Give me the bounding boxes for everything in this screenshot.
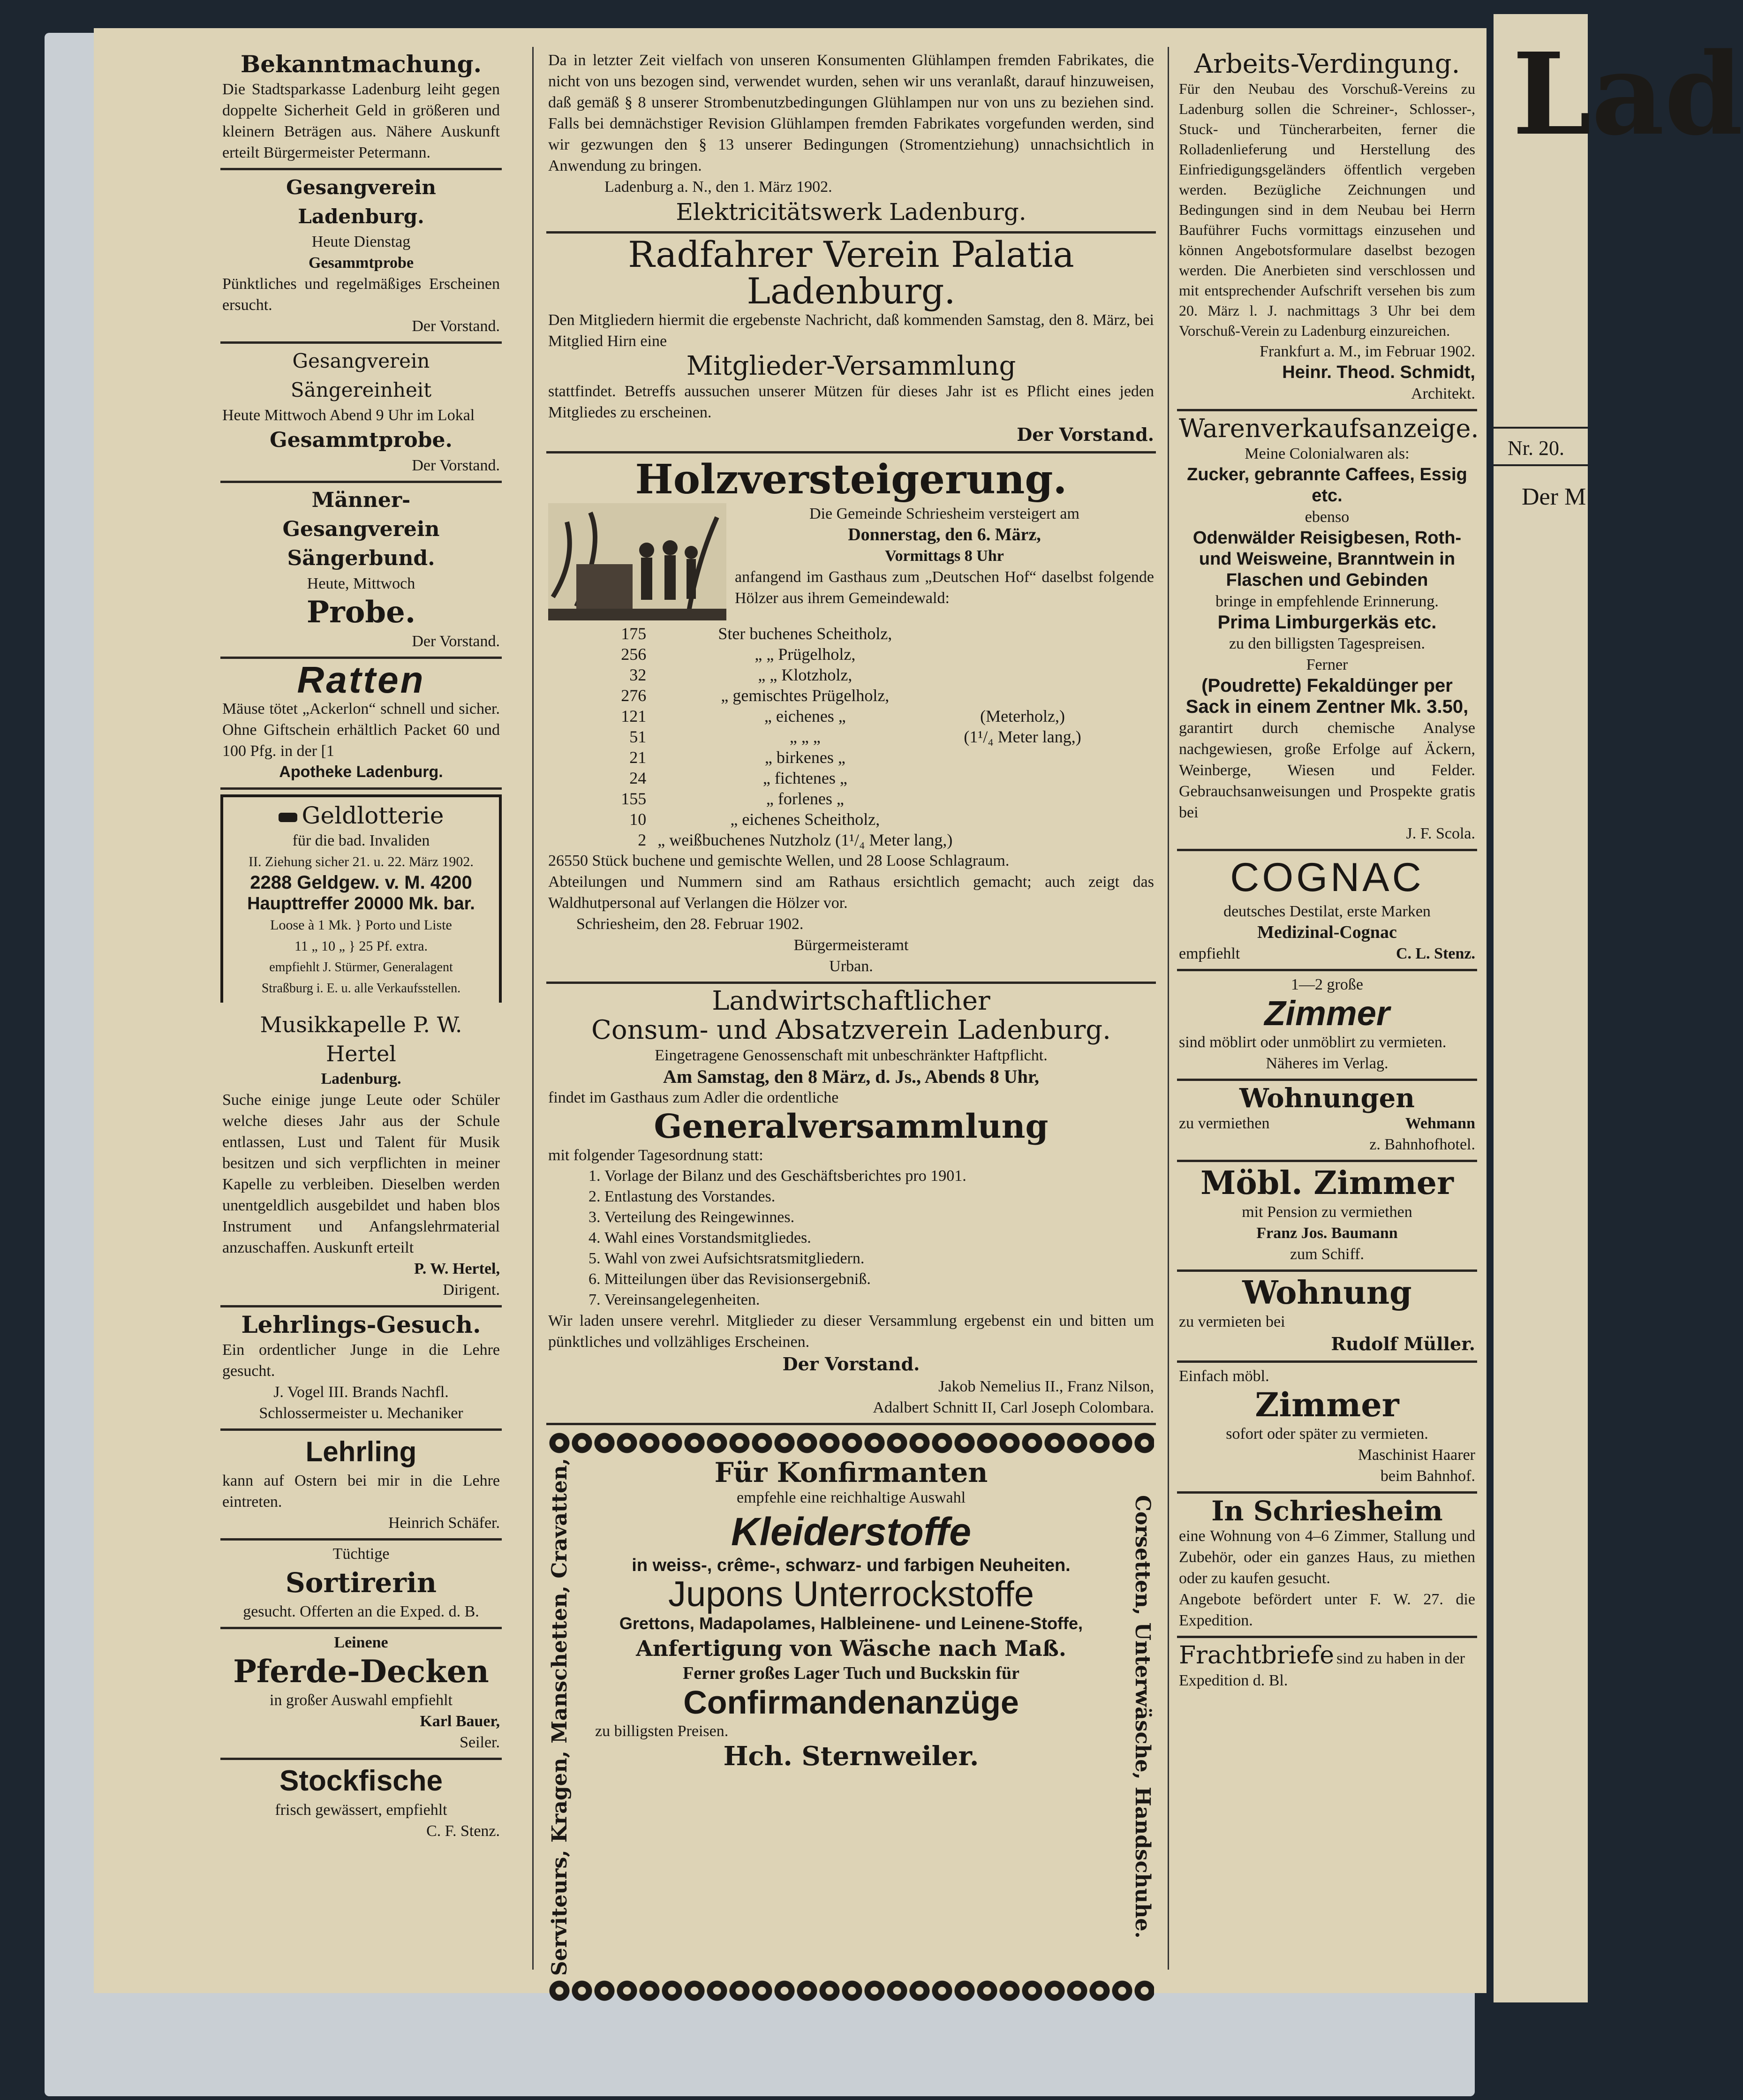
ad-side-text: Corsetten, Unterwäsche, Handschuhe. xyxy=(1131,1495,1154,1939)
rule xyxy=(1494,464,1588,466)
column-divider xyxy=(1168,47,1169,1970)
ad-title: Ratten xyxy=(297,659,425,701)
ad-body: Abteilungen und Nummern sind am Rathaus ersichtlich gemacht; auch zeigt das Waldhutpersonal auf Verlangen die Hölzer vor. xyxy=(548,873,1154,912)
ad-signature: J. F. Scola. xyxy=(1406,825,1475,842)
ad-heading: Mitglieder-Versammlung xyxy=(686,351,1016,381)
ornament-border xyxy=(548,1432,1154,1454)
ad-consumverein xyxy=(546,984,1156,1425)
ad-signature: Maschinist Haarer xyxy=(1358,1446,1475,1464)
wood-list-row xyxy=(615,768,1087,788)
wood-list-cell xyxy=(958,830,1087,850)
ad-title: Zimmer xyxy=(1264,994,1390,1033)
ad-title: Gesangverein Ladenburg. xyxy=(286,176,436,228)
wood-list-cell: „ forlenes „ xyxy=(766,789,844,808)
ad-text: Eingetragene Genossenschaft mit unbeschränkter Haftpflicht. xyxy=(655,1047,1048,1064)
wood-list-cell: (1¹/₄ Meter lang,) xyxy=(964,727,1081,746)
ad-musikkapelle xyxy=(220,1007,502,1307)
ad-body: Für den Neubau des Vorschuß-Vereins zu Ladenburg sollen die Schreiner-, Schlosser-, Stuck- und Tüncherarbeiten, ferner die Rolladenlieferung und Herstellung des Einfriedigungsgeländers öffentlich vergeben werden. Bezügliche Zeichnungen und Bedingungen sind in dem Neubau bei Herrn Bauführer Fuchs vormittags einzusehen und können Angebotsformulare daselbst bezogen werden. Die Anerbieten sind verschlossen und mit entsprechender Aufschrift versehen bis zum 20. März l. J. nachmittags 3 Uhr bei dem Vorschuß-Verein zu Ladenburg einzureichen. xyxy=(1179,80,1475,339)
wood-list-row xyxy=(615,706,1087,726)
ad-body: 26550 Stück buchene und gemischte Wellen, und 28 Loose Schlagraum. xyxy=(548,852,1010,869)
ad-body: Die Stadtsparkasse Ladenburg leiht gegen doppelte Sicherheit Geld in größeren und kleinern Beträgen aus. Nähere Auskunft erteilt Bürgermeister Petermann. xyxy=(222,81,500,161)
ad-pferdedecken xyxy=(220,1629,502,1760)
ad-signature: z. Bahnhofhotel. xyxy=(1369,1136,1475,1153)
column-divider xyxy=(532,47,534,1970)
ad-signature: Bürgermeisteramt xyxy=(793,937,909,954)
wood-list-row xyxy=(615,665,1087,685)
agenda-item: 2. Entlastung des Vorstandes. xyxy=(604,1186,1154,1207)
ad-title: In Schriesheim xyxy=(1211,1495,1443,1527)
ad-text: Prima Limburgerkäs etc. xyxy=(1217,612,1437,633)
ad-title: Zimmer xyxy=(1255,1385,1399,1424)
ad-date: Donnerstag, den 6. März, xyxy=(848,525,1041,544)
ad-time: Vormittags 8 Uhr xyxy=(885,547,1004,565)
wood-list-row xyxy=(615,644,1087,665)
next-page-heading: Der M xyxy=(1522,483,1586,510)
ad-text: Medizinal-Cognac xyxy=(1257,922,1397,942)
ad-text: Die Gemeinde Schriesheim versteigert am xyxy=(809,505,1079,522)
ad-body: garantirt durch chemische Analyse nachgewiesen, große Erfolge auf Äckern, Weinberge, Wiesen und Felder. Gebrauchsanweisungen und Prospekte gratis bei xyxy=(1179,719,1475,821)
ad-holzversteigerung xyxy=(546,453,1156,984)
ad-body: anfangend im Gasthaus zum „Deutschen Hof“ daselbst folgende Hölzer aus ihrem Gemeindewald: xyxy=(735,568,1154,607)
wood-list-cell: 32 xyxy=(629,665,647,684)
ad-signature: J. Vogel III. Brands Nachfl. xyxy=(273,1383,449,1401)
ad-date: Am Samstag, den 8 März, d. Js., Abends 8 Uhr, xyxy=(663,1066,1039,1087)
ad-text: Tüchtige xyxy=(332,1545,390,1563)
masthead-fragment: Lad xyxy=(1512,28,1743,160)
ad-text: zu billigsten Preisen. xyxy=(595,1722,729,1740)
agenda-item: 7. Vereinsangelegenheiten. xyxy=(604,1290,1154,1310)
ad-signature: C. F. Stenz. xyxy=(426,1822,500,1840)
ad-signature: C. L. Stenz. xyxy=(1396,945,1475,962)
wood-list-row xyxy=(615,726,1087,747)
agenda-item: 4. Wahl eines Vorstandsmitgliedes. xyxy=(604,1228,1154,1248)
agenda-list xyxy=(604,1166,1154,1310)
ad-signature: Der Vorstand. xyxy=(412,457,500,474)
ad-title: Pferde-Decken xyxy=(233,1653,489,1690)
wood-list-cell xyxy=(958,665,1087,685)
ad-title: Wohnung xyxy=(1242,1274,1412,1312)
wood-list-cell: 10 xyxy=(629,810,647,829)
ad-title: Lehrling xyxy=(305,1436,417,1467)
ad-text: empfehle eine reichhaltige Auswahl xyxy=(736,1489,966,1506)
ad-body: gesucht. Offerten an die Exped. d. B. xyxy=(243,1603,479,1620)
ad-saengerbund xyxy=(220,483,502,659)
ad-place: Frankfurt a. M., im Februar 1902. xyxy=(1260,343,1475,360)
ad-saengereinheit xyxy=(220,344,502,483)
ad-heading: Kleiderstoffe xyxy=(731,1510,971,1554)
wood-list-cell: Ster buchenes Scheitholz, xyxy=(718,624,892,643)
wood-list-row xyxy=(615,788,1087,809)
ad-body: eine Wohnung von 4–6 Zimmer, Stallung und Zubehör, oder ein ganzes Haus, zu miethen oder zu kaufen gesucht. xyxy=(1179,1527,1475,1587)
ad-text: ebenso xyxy=(1305,508,1350,526)
ad-signature: Dirigent. xyxy=(443,1281,500,1299)
ad-names: Adalbert Schnitt II, Carl Joseph Colombara. xyxy=(873,1399,1154,1416)
wood-list-row xyxy=(615,747,1087,768)
ad-text: mit Pension zu vermiethen xyxy=(1242,1203,1412,1221)
ad-schriesheim xyxy=(1177,1494,1477,1638)
ad-text: in weiss-, crême-, schwarz- und farbigen Neuheiten. xyxy=(632,1556,1071,1575)
ad-title: Sortirerin xyxy=(285,1567,437,1599)
ad-title: Arbeits-Verdingung. xyxy=(1194,49,1460,79)
ad-signature: Heinr. Theod. Schmidt, xyxy=(1282,363,1475,382)
wood-list-cell: 51 xyxy=(629,727,647,746)
wood-list-cell: „ eichenes Scheitholz, xyxy=(730,810,880,829)
ad-signature: Wehmann xyxy=(1405,1115,1475,1132)
ad-arbeits-verdingung xyxy=(1177,47,1477,411)
wood-list-row xyxy=(615,809,1087,830)
wood-list-cell: 155 xyxy=(621,789,647,808)
ad-text: II. Ziehung sicher 21. u. 22. März 1902. xyxy=(249,854,474,869)
ad-signature: Urban. xyxy=(829,958,873,975)
ad-text: Loose à 1 Mk. } Porto und Liste xyxy=(270,917,452,933)
ad-frachtbriefe xyxy=(1177,1638,1477,1696)
ad-text: Heute Dienstag xyxy=(311,233,411,250)
ad-konfirmanten xyxy=(546,1425,1156,2010)
woodcut-illustration xyxy=(548,503,726,620)
wood-list-cell xyxy=(958,747,1087,768)
ad-title: Für Konfirmanten xyxy=(714,1457,988,1488)
ad-text: zu den billigsten Tagespreisen. xyxy=(1229,635,1426,652)
ad-signature: Der Vorstand. xyxy=(412,633,500,650)
notice-body: Da in letzter Zeit vielfach von unseren Konsumenten Glühlampen fremden Fabrikates, die nicht von uns bezogen sind, verwendet wurden, sehen wir uns veranlaßt, darauf hinzuweisen, daß gemäß § 8 unserer Strombenutzbedingungen Glühlampen nur von uns zu beziehen sind. Falls bei demnächstiger Revision Glühlampen fremden Fabrikates vorgefunden werden, sind wir gezwungen den § 13 unserer Bedingungen (Stromentziehung) unnachsichtlich in Anwendung zu bringen. xyxy=(548,52,1154,174)
pointing-hand-icon xyxy=(279,813,297,822)
ad-text: empfiehlt xyxy=(1179,945,1240,962)
middle-column xyxy=(546,47,1156,2010)
ad-body: Wir laden unsere verehrl. Mitglieder zu dieser Versammlung ergebenst ein und bitten um pünktliches und vollzähliges Erscheinen. xyxy=(548,1312,1154,1351)
ad-heading: Generalversammlung xyxy=(654,1107,1049,1146)
wood-list-cell: „ weißbuchenes Nutzholz (1¹/₄ Meter lang,) xyxy=(657,831,953,849)
ad-title: Musikkapelle P. W. Hertel xyxy=(260,1012,462,1066)
ad-text: Einfach möbl. xyxy=(1179,1367,1269,1385)
wood-list-cell: 121 xyxy=(621,707,647,725)
wood-list-cell: (Meterholz,) xyxy=(980,707,1065,725)
ad-signature: Franz Jos. Baumann xyxy=(1256,1224,1398,1242)
ad-body: Pünktliches und regelmäßiges Erscheinen ersucht. xyxy=(222,275,500,314)
ad-text: zu vermieten bei xyxy=(1179,1313,1285,1330)
wood-list-row xyxy=(615,623,1087,644)
wood-list-row xyxy=(615,830,1087,850)
ad-title: Warenverkaufsanzeige. xyxy=(1179,414,1479,443)
ad-body: frisch gewässert, empfiehlt xyxy=(275,1801,447,1819)
ad-stockfische xyxy=(220,1760,502,1846)
wood-list-cell: „ „ „ xyxy=(789,727,821,746)
ad-title: Gesangverein Sängerbund. xyxy=(282,517,440,570)
ad-signature: Seiler. xyxy=(460,1734,500,1751)
ad-body: in großer Auswahl empfiehlt xyxy=(270,1692,453,1709)
ad-title: Bekanntmachung. xyxy=(240,50,482,78)
ad-heading: Gesammtprobe. xyxy=(270,428,453,452)
ad-lehrling xyxy=(220,1431,502,1541)
wood-list-cell: 256 xyxy=(621,645,647,664)
wood-list-cell: 24 xyxy=(629,769,647,787)
ad-text: sofort oder später zu vermieten. xyxy=(1226,1425,1428,1443)
ad-title: Landwirtschaftlicher xyxy=(712,986,990,1016)
ad-text: Ladenburg. xyxy=(321,1070,401,1088)
ad-text: Heute, Mittwoch xyxy=(307,575,415,592)
ad-signature: Architekt. xyxy=(1411,385,1475,402)
ad-wohnung xyxy=(1177,1272,1477,1363)
ad-text: Zucker, gebrannte Caffees, Essig etc. xyxy=(1187,465,1467,506)
right-column xyxy=(1177,47,1477,1696)
ad-signature: Rudolf Müller. xyxy=(1331,1333,1475,1354)
ad-signature: Der Vorstand. xyxy=(782,1353,920,1375)
ad-text: Gesammtprobe xyxy=(308,254,414,272)
wood-list-cell: „ eichenes „ xyxy=(764,707,846,725)
ad-signature: Der Vorstand. xyxy=(412,317,500,335)
wood-list-cell: 2 xyxy=(638,831,647,849)
ad-place: Schriesheim, den 28. Februar 1902. xyxy=(576,915,804,933)
wood-list-cell xyxy=(958,623,1087,644)
ad-signature: P. W. Hertel, xyxy=(414,1260,500,1277)
ad-text: empfiehlt J. Stürmer, Generalagent xyxy=(269,960,453,974)
ad-body: Angebote befördert unter F. W. 27. die Expedition. xyxy=(1179,1591,1475,1629)
ad-text: bringe in empfehlende Erinnerung. xyxy=(1215,593,1439,610)
ad-gesangverein-ladenburg xyxy=(220,170,502,344)
ad-body: sind möblirt oder unmöblirt zu vermieten. xyxy=(1179,1034,1447,1051)
ad-heading: Jupons Unterrockstoffe xyxy=(668,1574,1034,1614)
ad-text: Meine Colonialwaren als: xyxy=(1245,445,1410,462)
ad-text: (Poudrette) Fekaldünger per Sack in einem Zentner Mk. 3.50, xyxy=(1185,675,1469,717)
ad-title: Männer- xyxy=(311,488,411,512)
ad-names: Jakob Nemelius II., Franz Nilson, xyxy=(938,1378,1154,1395)
ad-body: Mäuse tötet „Ackerlon“ schnell und sicher. Ohne Giftschein erhältlich Packet 60 und 100 Pfg. in der [1 xyxy=(222,700,500,760)
ad-text: 1—2 große xyxy=(1291,976,1363,993)
ad-body: Ein ordentlicher Junge in die Lehre gesucht. xyxy=(222,1341,500,1380)
ad-text: Ferner xyxy=(1306,656,1348,673)
ad-warenverkauf xyxy=(1177,411,1477,851)
agenda-item: 6. Mitteilungen über das Revisionsergebniß. xyxy=(604,1269,1154,1290)
ad-text: Grettons, Madapolames, Halbleinene- und Leinene-Stoffe, xyxy=(619,1614,1083,1633)
wood-list-cell: 276 xyxy=(621,686,647,705)
ad-geldlotterie xyxy=(220,794,502,1003)
ad-title: Möbl. Zimmer xyxy=(1200,1164,1454,1202)
ad-side-text: Serviteurs, Kragen, Manschetten, Cravatten, xyxy=(548,1458,572,1976)
ad-body: Heute Mittwoch Abend 9 Uhr im Lokal xyxy=(222,407,475,424)
wood-list-cell: „ birkenes „ xyxy=(764,748,845,767)
wood-list-cell: 175 xyxy=(621,624,647,643)
ornament-border xyxy=(548,1979,1154,2002)
ad-body: Den Mitgliedern hiermit die ergebenste Nachricht, daß kommenden Samstag, den 8. März, bei Mitglied Hirn eine xyxy=(548,311,1154,350)
wood-list xyxy=(615,623,1087,850)
wood-list-row xyxy=(615,685,1087,706)
rule xyxy=(1494,427,1588,429)
agenda-item: 5. Wahl von zwei Aufsichtsratsmitgliedern. xyxy=(604,1248,1154,1269)
ad-title: Wohnungen xyxy=(1239,1083,1415,1114)
issue-number: Nr. 20. xyxy=(1508,437,1564,460)
ad-body: kann auf Ostern bei mir in die Lehre eintreten. xyxy=(222,1472,500,1511)
ad-text: Leinene xyxy=(334,1634,388,1651)
ad-text: mit folgender Tagesordnung statt: xyxy=(548,1147,763,1164)
ad-text: 11 „ 10 „ } 25 Pf. extra. xyxy=(294,938,428,954)
ad-text: Näheres im Verlag. xyxy=(1266,1055,1388,1072)
notice-signature: Elektricitätswerk Ladenburg. xyxy=(676,198,1026,226)
ad-text: für die bad. Invaliden xyxy=(292,832,430,849)
ad-text: Odenwälder Reisigbesen, Roth- und Weisweine, Branntwein in Flaschen und Gebinden xyxy=(1192,528,1462,590)
ad-title: Lehrlings-Gesuch. xyxy=(241,1311,481,1338)
ad-radfahrer-verein xyxy=(546,234,1156,453)
wood-list-cell xyxy=(958,788,1087,809)
ad-text: Anfertigung von Wäsche nach Maß. xyxy=(636,1636,1066,1661)
ad-wohnungen xyxy=(1177,1081,1477,1162)
wood-list-cell xyxy=(958,685,1087,706)
ad-bekanntmachung xyxy=(220,47,502,170)
ad-title: Consum- und Absatzverein Ladenburg. xyxy=(591,1015,1111,1045)
wood-list-cell: „ „ Klotzholz, xyxy=(758,665,853,684)
ad-ratten xyxy=(220,659,502,790)
ad-signature: Schlossermeister u. Mechaniker xyxy=(259,1405,463,1422)
ad-heading: Probe. xyxy=(306,595,416,630)
ad-text: findet im Gasthaus zum Adler die ordentliche xyxy=(548,1089,839,1106)
wood-list-cell xyxy=(958,768,1087,788)
ad-signature: beim Bahnhof. xyxy=(1380,1467,1475,1485)
next-page-edge xyxy=(1494,14,1743,2002)
ad-text: Straßburg i. E. u. alle Verkaufsstellen. xyxy=(261,981,461,996)
ad-text: zu vermiethen xyxy=(1179,1115,1270,1132)
ad-heading: Confirmandenanzüge xyxy=(683,1684,1019,1721)
ad-cognac xyxy=(1177,851,1477,971)
ad-shop: Apotheke Ladenburg. xyxy=(279,763,443,781)
wood-list-cell: „ „ Prügelholz, xyxy=(755,645,856,664)
ad-einfach-zimmer xyxy=(1177,1363,1477,1494)
wood-list-cell xyxy=(958,809,1087,830)
ad-signature: zum Schiff. xyxy=(1290,1246,1364,1263)
left-column xyxy=(220,47,502,1846)
ad-title: Frachtbriefe xyxy=(1179,1641,1335,1669)
ad-title: Holzversteigerung. xyxy=(635,456,1067,503)
ad-body: Suche einige junge Leute oder Schüler welche dieses Jahr aus der Schule entlassen, Lust und Talent für Musik besitzen und sich verpflichten in meiner Kapelle zu verbleiben. Dieselben werden unentgeldlich ausgebildet und haben blos Instrument und Anfangslehrmaterial anzuschaffen. Auskunft erteilt xyxy=(222,1091,500,1256)
ad-signature: Heinrich Schäfer. xyxy=(388,1514,500,1532)
wood-list-cell xyxy=(958,644,1087,665)
ad-title: Radfahrer Verein Palatia Ladenburg. xyxy=(628,234,1074,312)
ad-title: Geldlotterie xyxy=(302,802,444,829)
agenda-item: 1. Vorlage der Bilanz und des Geschäftsberichtes pro 1901. xyxy=(604,1166,1154,1186)
ad-lehrlings-gesuch xyxy=(220,1307,502,1431)
ad-body: sind zu haben in der Expedition d. Bl. xyxy=(1179,1650,1465,1689)
ad-text: Haupttreffer 20000 Mk. bar. xyxy=(247,894,475,914)
ad-signature: Der Vorstand. xyxy=(1017,424,1154,445)
notice-gluehlampen xyxy=(546,47,1156,234)
ad-text: 2288 Geldgew. v. M. 4200 xyxy=(250,872,472,893)
ad-zimmer xyxy=(1177,971,1477,1081)
wood-list-cell: „ gemischtes Prügelholz, xyxy=(721,686,890,705)
ad-sortirerin xyxy=(220,1541,502,1629)
wood-list-cell: „ fichtenes „ xyxy=(762,769,847,787)
agenda-item: 3. Verteilung des Reingewinnes. xyxy=(604,1207,1154,1228)
ad-text: deutsches Destilat, erste Marken xyxy=(1223,903,1431,920)
wood-list-cell: 21 xyxy=(629,748,647,767)
ad-title: Gesangverein Sängereinheit xyxy=(290,349,432,401)
ad-text: Ferner großes Lager Tuch und Buckskin für xyxy=(683,1663,1019,1683)
ad-signature: Karl Bauer, xyxy=(420,1713,500,1730)
ad-title: COGNAC xyxy=(1230,855,1424,900)
ad-title: Stockfische xyxy=(279,1765,443,1797)
notice-date: Ladenburg a. N., den 1. März 1902. xyxy=(604,178,832,196)
ad-signature: Hch. Sternweiler. xyxy=(723,1741,979,1772)
ad-moebl-zimmer xyxy=(1177,1162,1477,1272)
ad-body: stattfindet. Betreffs aussuchen unserer Mützen für dieses Jahr ist es Pflicht eines jeden Mitgliedes zu erscheinen. xyxy=(548,383,1154,421)
